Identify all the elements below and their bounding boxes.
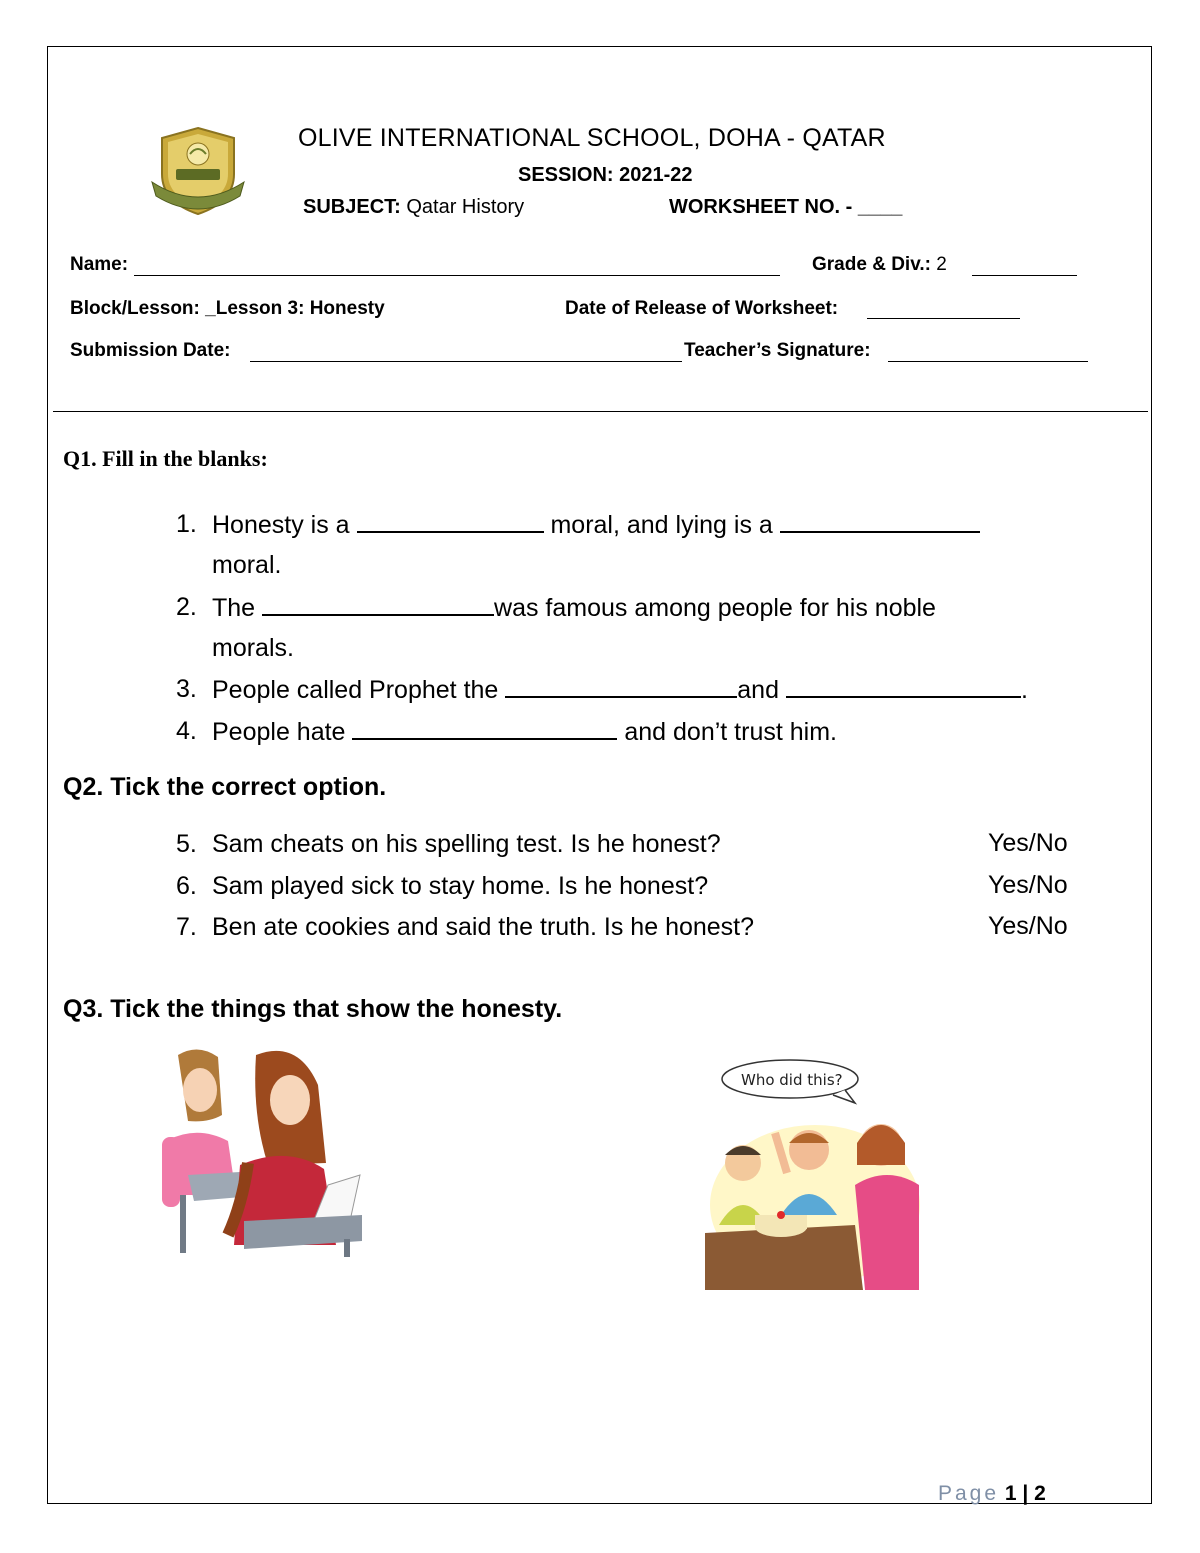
subject-label: SUBJECT:	[303, 196, 401, 218]
subject-value: Qatar History	[406, 196, 525, 218]
submission-label: Submission Date:	[70, 340, 231, 361]
block-label: Block/Lesson:	[70, 298, 200, 319]
q2-item-text: Ben ate cookies and said the truth. Is he honest?	[212, 913, 755, 941]
blank[interactable]	[786, 674, 1021, 698]
honest-kids-image[interactable]	[705, 1055, 925, 1290]
q2-item-number: 7.	[176, 913, 197, 941]
speech-bubble-text: Who did this?	[741, 1071, 843, 1089]
grade-label: Grade & Div.:	[812, 254, 931, 275]
q3-title: Q3. Tick the things that show the honesty.	[63, 995, 563, 1023]
grade-blank[interactable]	[972, 275, 1077, 276]
q2-item-number: 6.	[176, 872, 197, 900]
grade-value: 2	[936, 254, 947, 275]
q2-item-text: Sam played sick to stay home. Is he honest?	[212, 872, 709, 900]
q1-item-2	[212, 592, 936, 623]
q1-item-text: The	[212, 594, 263, 622]
q1-item-2-cont: morals.	[212, 634, 294, 662]
q1-item-text: moral, and lying is a	[543, 511, 780, 539]
signature-label: Teacher’s Signature:	[684, 340, 871, 361]
q2-title: Q2. Tick the correct option.	[63, 773, 387, 801]
school-name: OLIVE INTERNATIONAL SCHOOL, DOHA - QATAR	[298, 124, 886, 152]
yes-no-option[interactable]: Yes/No	[988, 871, 1068, 899]
q1-item-text: was famous among people for his noble	[494, 594, 936, 622]
cheating-students-image[interactable]	[148, 1045, 368, 1257]
q2-item-text: Sam cheats on his spelling test. Is he honest?	[212, 830, 721, 858]
yes-no-option[interactable]: Yes/No	[988, 912, 1068, 940]
q1-item-number: 1.	[176, 510, 197, 538]
submission-date-field[interactable]	[250, 361, 682, 362]
q1-item-4	[212, 716, 837, 747]
q1-item-text: and don’t trust him.	[617, 718, 837, 746]
q1-item-number: 4.	[176, 717, 197, 745]
q1-title: Q1. Fill in the blanks:	[63, 446, 268, 471]
name-label: Name:	[70, 254, 129, 275]
yes-no-option[interactable]: Yes/No	[988, 829, 1068, 857]
blank[interactable]	[357, 509, 544, 533]
q1-item-text: People called Prophet the	[212, 676, 506, 704]
name-field[interactable]	[134, 275, 780, 276]
school-logo	[148, 124, 248, 218]
header-divider	[53, 411, 1148, 412]
worksheet-number: WORKSHEET NO. - ____	[669, 196, 903, 218]
grade-field	[812, 254, 947, 276]
q1-item-text: People hate	[212, 718, 353, 746]
q1-item-number: 3.	[176, 675, 197, 703]
page-count: 1 | 2	[1004, 1482, 1046, 1505]
blank[interactable]	[505, 674, 737, 698]
q2-item-number: 5.	[176, 830, 197, 858]
block-field	[70, 298, 385, 320]
q1-item-1-cont: moral.	[212, 551, 282, 579]
blank[interactable]	[780, 509, 980, 533]
q1-item-1	[212, 509, 980, 540]
release-date-field[interactable]	[867, 318, 1020, 319]
q1-item-3	[212, 674, 1028, 705]
blank[interactable]	[262, 592, 494, 616]
q1-item-text: and	[737, 676, 786, 704]
subject-line	[303, 196, 524, 219]
page-word: Page	[938, 1482, 1000, 1505]
session-label: SESSION: 2021-22	[518, 164, 693, 186]
page-number	[938, 1482, 1046, 1506]
block-value: _Lesson 3: Honesty	[205, 298, 385, 319]
q1-item-text: .	[1020, 676, 1028, 704]
release-label: Date of Release of Worksheet:	[565, 298, 839, 319]
blank[interactable]	[352, 716, 617, 740]
signature-field[interactable]	[888, 361, 1088, 362]
q1-item-text: Honesty is a	[212, 511, 357, 539]
q1-item-number: 2.	[176, 593, 197, 621]
